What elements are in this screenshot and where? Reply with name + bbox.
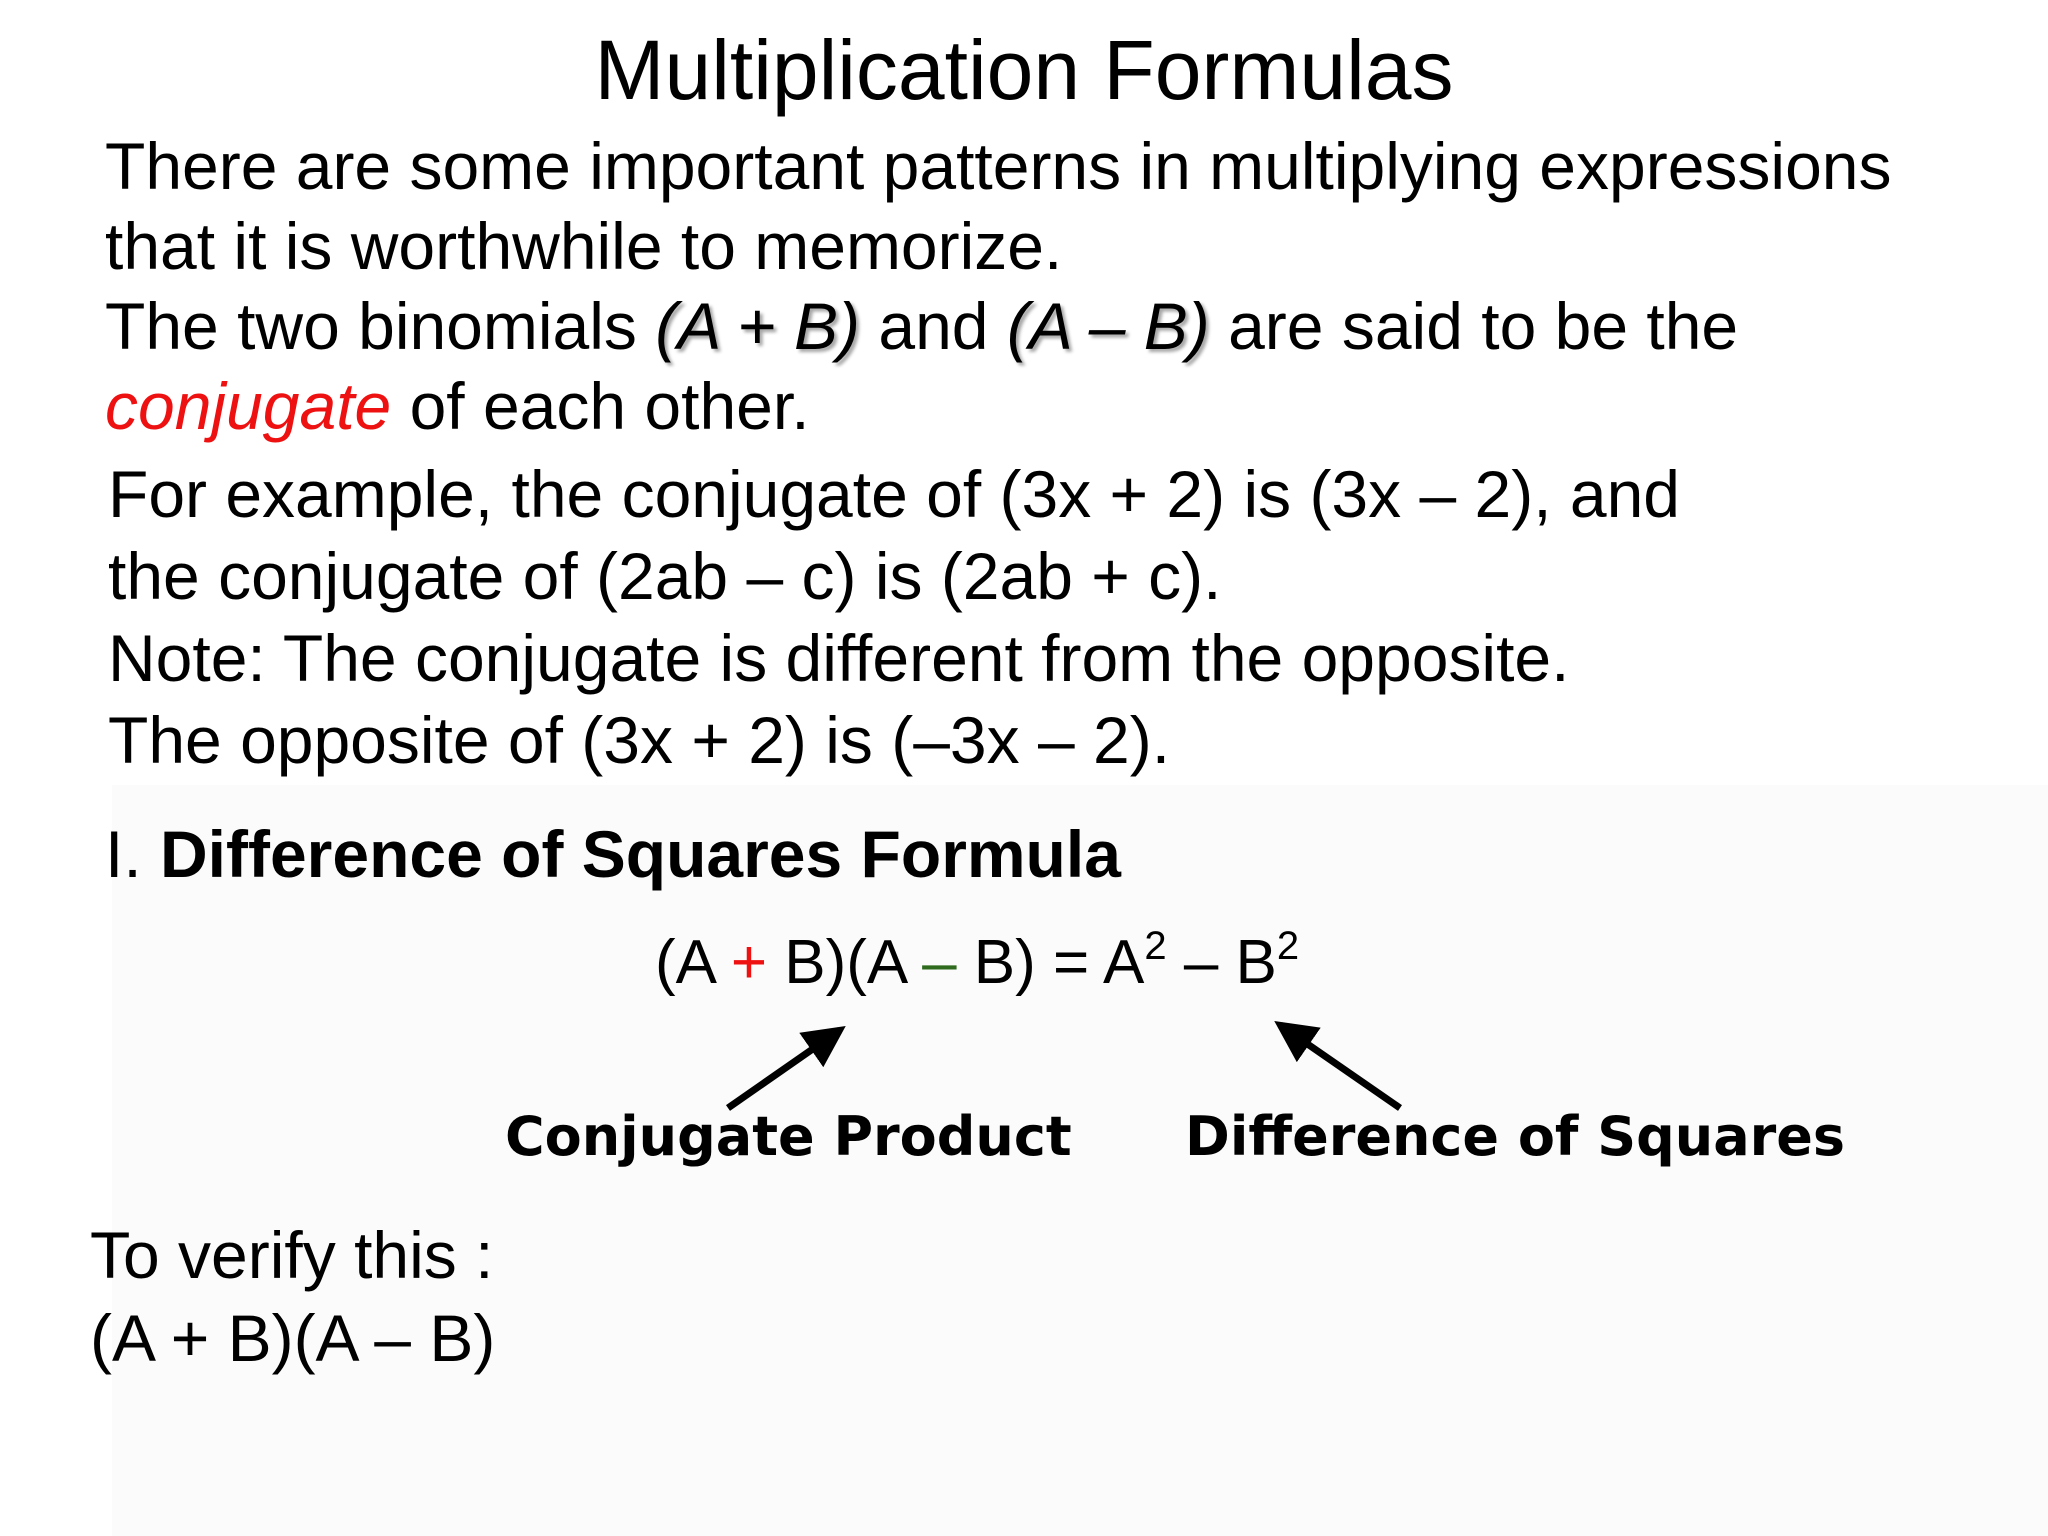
example-line-2: the conjugate of (2ab – c) is (2ab + c). xyxy=(108,539,1222,613)
intro-line-2: that it is worthwhile to memorize. xyxy=(105,209,1063,283)
formula-part-2: B)(A xyxy=(767,928,923,997)
note-line-2: The opposite of (3x + 2) is (–3x – 2). xyxy=(108,703,1171,777)
conjugate-keyword: conjugate xyxy=(105,369,392,443)
difference-of-squares-label: Difference of Squares xyxy=(1185,1105,1846,1168)
formula-part-4: – B xyxy=(1166,928,1277,997)
intro-line-1: There are some important patterns in multiplying expressions xyxy=(105,129,1892,203)
formula-part-3: B) = A xyxy=(956,928,1145,997)
conjugate-product-arrow xyxy=(728,1030,840,1108)
binomial-term-minus: (A – B) xyxy=(1006,289,1210,363)
verify-line-1: To verify this : xyxy=(90,1218,494,1292)
note-line-1: Note: The conjugate is different from the opposite. xyxy=(108,621,1570,695)
definition-line-2-rest: of each other. xyxy=(391,369,810,443)
section-heading-text: Difference of Squares Formula xyxy=(160,817,1121,891)
conjugate-product-label: Conjugate Product xyxy=(505,1105,1072,1168)
formula-minus-sign: – xyxy=(922,928,957,997)
formula-exponent-b: 2 xyxy=(1276,924,1300,968)
definition-suffix: are said to be the xyxy=(1209,289,1739,363)
definition-middle: and xyxy=(860,289,1007,363)
formula-exponent-a: 2 xyxy=(1144,924,1167,968)
difference-of-squares-arrow xyxy=(1280,1025,1400,1108)
binomial-term-plus: (A + B) xyxy=(655,289,861,363)
formula-plus-sign: + xyxy=(730,928,768,997)
example-line-1: For example, the conjugate of (3x + 2) is (3x – 2), and xyxy=(108,457,1680,531)
verify-line-2: (A + B)(A – B) xyxy=(90,1301,496,1375)
page-title: Multiplication Formulas xyxy=(594,23,1454,117)
formula-part-1: (A xyxy=(655,928,731,997)
section-number: I. xyxy=(105,817,161,891)
definition-prefix: The two binomials xyxy=(105,289,656,363)
